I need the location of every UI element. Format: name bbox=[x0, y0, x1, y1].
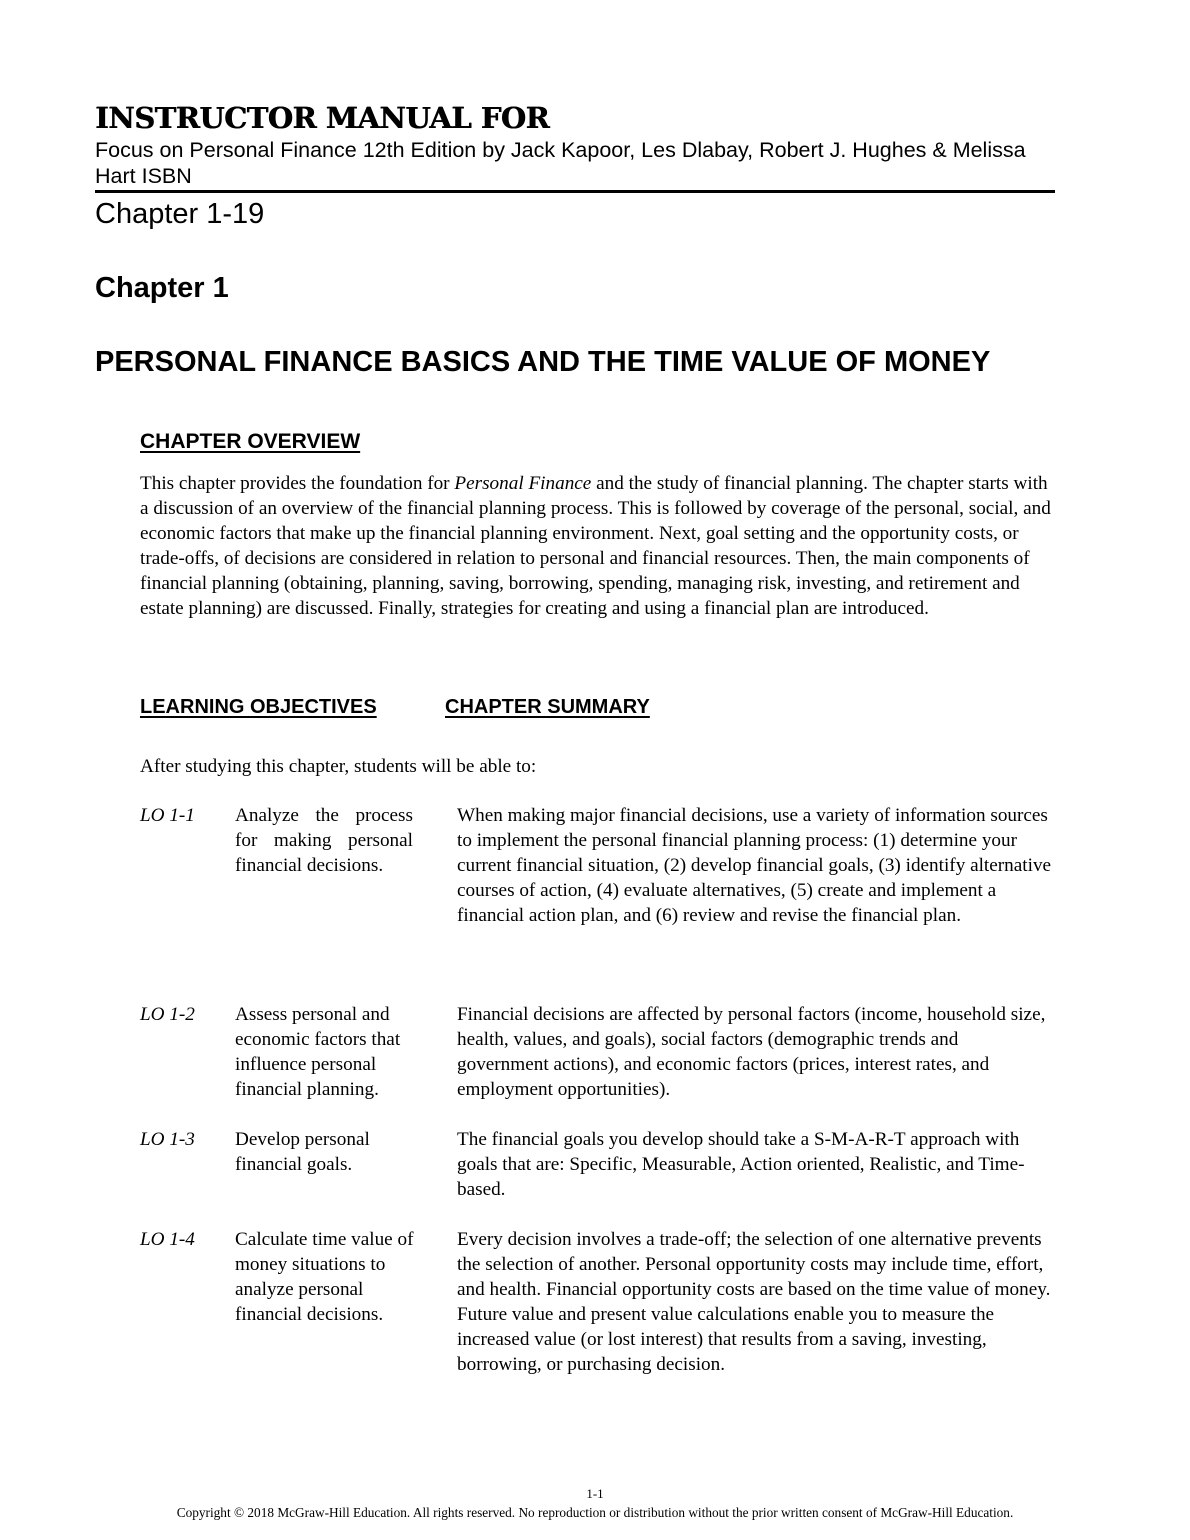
overview-heading: CHAPTER OVERVIEW bbox=[140, 430, 361, 453]
overview-italic-title: Personal Finance bbox=[454, 473, 592, 494]
copyright-notice: Copyright © 2018 McGraw-Hill Education. All rights reserved. No reproduction or distribution without the prior written consent of McGraw-Hill Education. bbox=[176, 1505, 1014, 1520]
objective-summary: When making major financial decisions, use a variety of information sources to implement the personal financial planning process: (1) determine your current financial situation, (2) develop financial goals, (3) identify alternative courses of action, (4) evaluate alternatives, (5) create and implement a financial action plan, and (6) review and revise the financial plan. bbox=[457, 805, 1052, 926]
objectives-intro: After studying this chapter, students will be able to: bbox=[140, 756, 537, 777]
chapter-title: PERSONAL FINANCE BASICS AND THE TIME VALUE OF MONEY bbox=[95, 346, 991, 378]
objective-id: LO 1-2 bbox=[140, 1004, 195, 1025]
overview-paragraph bbox=[140, 471, 1055, 621]
manual-title: INSTRUCTOR MANUAL FOR bbox=[95, 101, 550, 135]
objective-summary: Financial decisions are affected by personal factors (income, household size, health, values, and goals), social factors (demographic trends and government actions), and economic factors (prices, interest rates, and employment opportunities). bbox=[457, 1004, 1046, 1100]
objective-text: Analyze the process for making personal financial decisions. bbox=[235, 805, 413, 876]
objective-text: Develop personal financial goals. bbox=[235, 1129, 370, 1175]
chapter-heading: Chapter 1 bbox=[95, 272, 229, 304]
learning-objectives-heading: LEARNING OBJECTIVES bbox=[140, 696, 377, 718]
objective-id: LO 1-3 bbox=[140, 1129, 195, 1150]
objective-text: Assess personal and economic factors that influence personal financial planning. bbox=[235, 1004, 401, 1100]
page-number: 1-1 bbox=[586, 1486, 604, 1501]
objective-id: LO 1-1 bbox=[140, 805, 195, 826]
book-info-line: Focus on Personal Finance 12th Edition by Jack Kapoor, Les Dlabay, Robert J. Hughes & Melissa Hart ISBN bbox=[95, 138, 1026, 188]
overview-text-rest: and the study of financial planning. The chapter starts with a discussion of an overview of the financial planning process. This is followed by coverage of the personal, social, and economic factors that make up the financial planning environment. Next, goal setting and the opportunity costs, or trade-offs, of decisions are considered in relation to personal and financial resources. Then, the main components of financial planning (obtaining, planning, saving, borrowing, spending, managing risk, investing, and retirement and estate planning) are discussed. Finally, strategies for creating and using a financial plan are introduced. bbox=[140, 473, 1051, 619]
objective-summary: The financial goals you develop should take a S-M-A-R-T approach with goals that are: Specific, Measurable, Action oriented, Realistic, and Time-based. bbox=[457, 1129, 1025, 1200]
objective-summary: Every decision involves a trade-off; the selection of one alternative prevents the selection of another. Personal opportunity costs may include time, effort, and health. Financial opportunity costs are based on the time value of money. Future value and present value calculations enable you to measure the increased value (or lost interest) that results from a saving, investing, borrowing, or purchasing decision. bbox=[457, 1229, 1051, 1375]
chapter-range: Chapter 1-19 bbox=[95, 198, 265, 230]
chapter-summary-heading: CHAPTER SUMMARY bbox=[445, 696, 650, 718]
overview-text-start: This chapter provides the foundation for bbox=[140, 473, 455, 494]
header-divider bbox=[95, 190, 1055, 193]
objective-text: Calculate time value of money situations to analyze personal financial decisions. bbox=[235, 1229, 414, 1325]
objective-id: LO 1-4 bbox=[140, 1229, 195, 1250]
